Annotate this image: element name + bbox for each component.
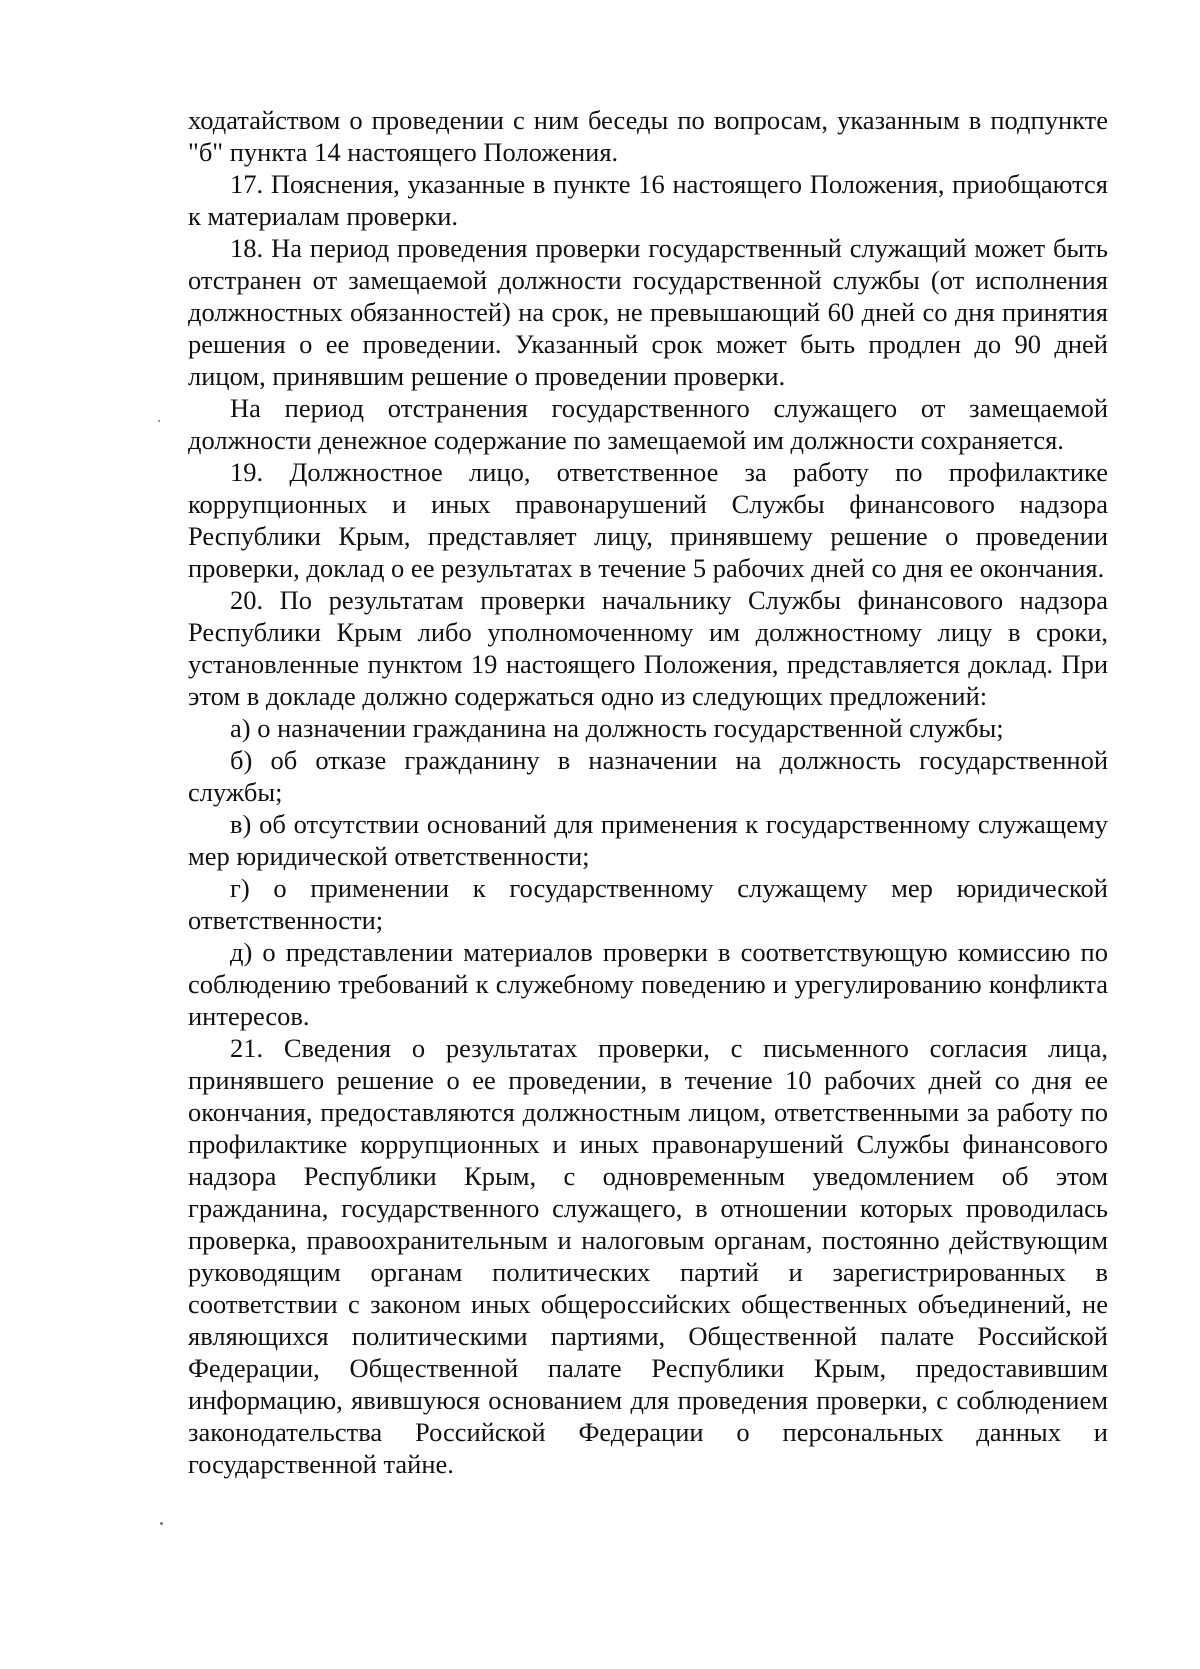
- paragraph-19: 19. Должностное лицо, ответственное за работу по профилактике коррупционных и иных правонарушений Службы финансового надзора Республики Крым, представляет лицу, принявшему решение о проведении проверки, доклад о ее результатах в течение 5 рабочих дней со дня ее окончания.: [188, 457, 1108, 583]
- paragraph-20-item-d: д) о представлении материалов проверки в соответствующую комиссию по соблюдению требований к служебному поведению и урегулированию конфликта интересов.: [188, 937, 1108, 1031]
- document-body: [188, 104, 1108, 1480]
- scan-speck: [158, 420, 160, 422]
- paragraph-20-item-v: в) об отсутствии оснований для применения к государственному служащему мер юридической ответственности;: [188, 809, 1108, 871]
- paragraph-20-item-b: б) об отказе гражданину в назначении на должность государственной службы;: [188, 745, 1108, 807]
- paragraph-20-item-g: г) о применении к государственному служащему мер юридической ответственности;: [188, 873, 1108, 935]
- paragraph-21: 21. Сведения о результатах проверки, с письменного согласия лица, принявшего решение о ее проведении, в течение 10 рабочих дней со дня ее окончания, предоставляются должностным лицом, ответственными за работу по профилактике коррупционных и иных правонарушений Службы финансового надзора Республики Крым, с одновременным уведомлением об этом гражданина, государственного служащего, в отношении которых проводилась проверка, правоохранительным и налоговым органам, постоянно действующим руководящим органам политических партий и зарегистрированных в соответствии с законом иных общероссийских общественных объединений, не являющихся политическими партиями, Общественной палате Российской Федерации, Общественной палате Республики Крым, предоставившим информацию, явившуюся основанием для проведения проверки, с соблюдением законодательства Российской Федерации о персональных данных и государственной тайне.: [188, 1033, 1108, 1479]
- paragraph-20-item-a: а) о назначении гражданина на должность государственной службы;: [230, 713, 1004, 743]
- paragraph-16-continuation: ходатайством о проведении с ним беседы по вопросам, указанным в подпункте "б" пункта 14 настоящего Положения.: [188, 105, 1108, 167]
- paragraph-18-second: На период отстранения государственного служащего от замещаемой должности денежное содержание по замещаемой им должности сохраняется.: [188, 393, 1108, 455]
- scan-speck: [160, 1522, 163, 1525]
- paragraph-18: 18. На период проведения проверки государственный служащий может быть отстранен от замещаемой должности государственной службы (от исполнения должностных обязанностей) на срок, не превышающий 60 дней со дня принятия решения о ее проведении. Указанный срок может быть продлен до 90 дней лицом, принявшим решение о проведении проверки.: [188, 233, 1108, 391]
- paragraph-17: 17. Пояснения, указанные в пункте 16 настоящего Положения, приобщаются к материалам проверки.: [188, 169, 1108, 231]
- paragraph-20: 20. По результатам проверки начальнику Службы финансового надзора Республики Крым либо уполномоченному им должностному лицу в сроки, установленные пунктом 19 настоящего Положения, представляется доклад. При этом в докладе должно содержаться одно из следующих предложений:: [188, 585, 1108, 711]
